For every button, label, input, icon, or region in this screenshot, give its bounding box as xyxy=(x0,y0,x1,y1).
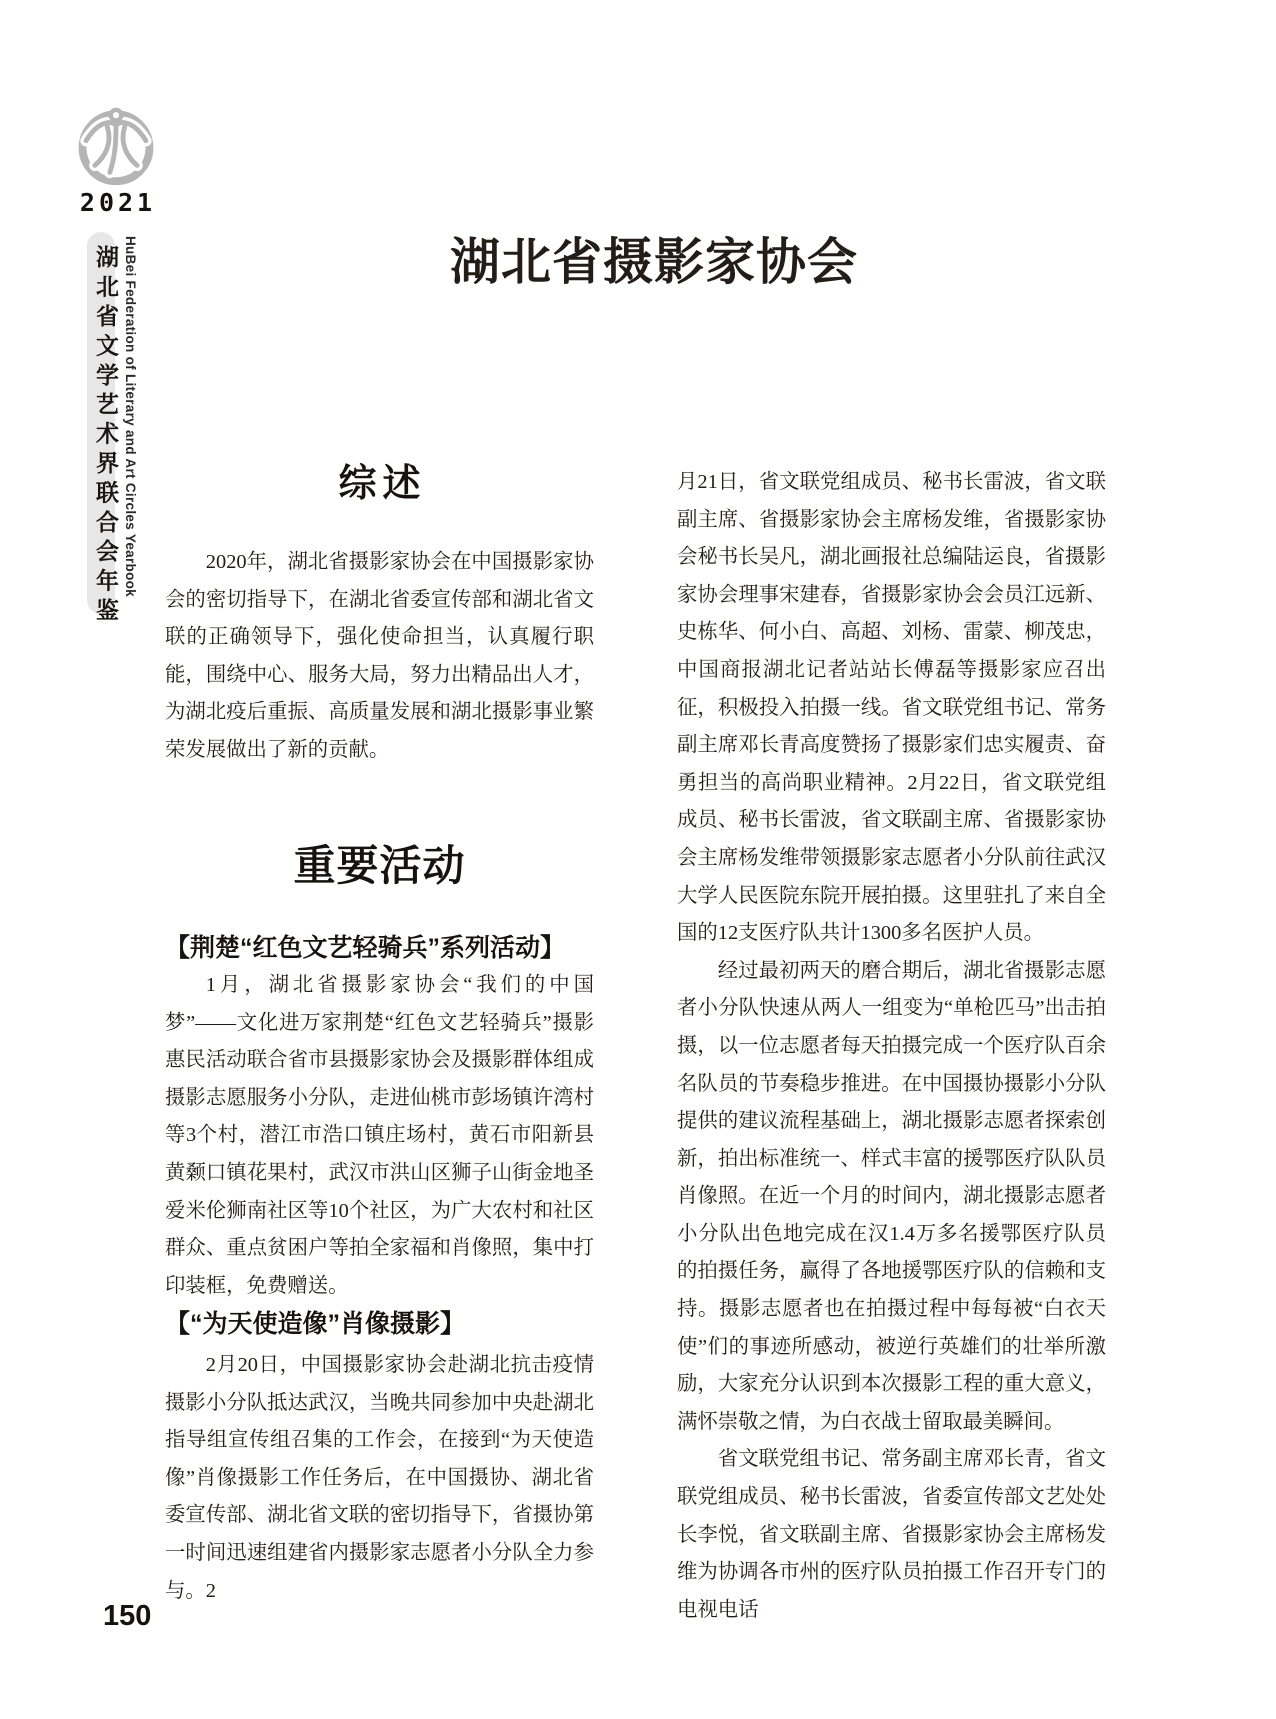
right-column xyxy=(677,464,1106,1629)
activity-1-title: 【荆楚“红色文艺轻骑兵”系列活动】 xyxy=(165,934,566,962)
paragraph: 省文联党组书记、常务副主席邓长青，省文联党组成员、秘书长雷波，省委宣传部文艺处处长李悦，省文联副主席、省摄影家协会主席杨发维为协调各市州的医疗队员拍摄工作召开专门的电视电话 xyxy=(677,1448,1106,1621)
paragraph: 2020年，湖北省摄影家协会在中国摄影家协会的密切指导下，在湖北省委宣传部和湖北省文联的正确领导下，强化使命担当，认真履行职能，围绕中心、服务大局，努力出精品出人才，为湖北疫后重振、高质量发展和湖北摄影事业繁荣发展做出了新的贡献。 xyxy=(165,551,594,761)
paragraph: 经过最初两天的磨合期后，湖北省摄影志愿者小分队快速从两人一组变为“单枪匹马”出击拍摄，以一位志愿者每天拍摄完成一个医疗队百余名队员的节奏稳步推进。在中国摄协摄影小分队提供的建议流程基础上，湖北摄影志愿者探索创新，拍出标准统一、样式丰富的援鄂医疗队队员肖像照。在近一个月的时间内，湖北摄影志愿者小分队出色地完成在汉1.4万多名援鄂医疗队员的拍摄任务，赢得了各地援鄂医疗队的信赖和支持。摄影志愿者也在拍摄过程中每每被“白衣天使”们的事迹所感动，被逆行英雄们的壮举所激励，大家充分认识到本次摄影工程的重大意义，满怀崇敬之情，为白衣战士留取最美瞬间。 xyxy=(677,959,1106,1433)
federation-logo-icon xyxy=(72,102,160,190)
book-title-vertical: 湖北省文学艺术界联合会年鉴 xyxy=(93,245,118,628)
overview-heading: 综述 xyxy=(338,463,427,505)
book-title-english-vertical: HuBei Federation of Literary and Art Circles Yearbook xyxy=(123,236,138,597)
activity-1-paragraph xyxy=(165,967,594,1305)
activity-2-title: 【“为天使造像”肖像摄影】 xyxy=(165,1310,466,1338)
overview-paragraph xyxy=(165,544,594,770)
activity-2-paragraph-left-column xyxy=(165,1347,594,1610)
paragraph-continuation: 月21日，省文联党组成员、秘书长雷波，省文联副主席、省摄影家协会主席杨发维，省摄影家协会秘书长吴凡，湖北画报社总编陆运良，省摄影家协会理事宋建春，省摄影家协会会员江远新、史栋华、何小白、高超、刘杨、雷蒙、柳茂忠，中国商报湖北记者站站长傅磊等摄影家应召出征，积极投入拍摄一线。省文联党组书记、常务副主席邓长青高度赞扬了摄影家们忠实履责、奋勇担当的高尚职业精神。2月22日，省文联党组成员、秘书长雷波，省文联副主席、省摄影家协会主席杨发维带领摄影家志愿者小分队前往武汉大学人民医院东院开展拍摄。这里驻扎了来自全国的12支医疗队共计1300多名医护人员。 xyxy=(677,471,1106,945)
activities-heading: 重要活动 xyxy=(293,842,466,889)
article-title: 湖北省摄影家协会 xyxy=(450,234,858,290)
paragraph: 1月，湖北省摄影家协会“我们的中国梦”——文化进万家荆楚“红色文艺轻骑兵”摄影惠民活动联合省市县摄影家协会及摄影群体组成摄影志愿服务小分队，走进仙桃市彭场镇许湾村等3个村，潜江市浩口镇庄场村，黄石市阳新县黄颡口镇花果村，武汉市洪山区狮子山街金地圣爱米伦狮南社区等10个社区，为广大农村和社区群众、重点贫困户等拍全家福和肖像照，集中打印装框，免费赠送。 xyxy=(165,974,594,1297)
page-number: 150 xyxy=(103,1600,152,1632)
paragraph: 2月20日，中国摄影家协会赴湖北抗击疫情摄影小分队抵达武汉，当晚共同参加中央赴湖北指导组宣传组召集的工作会，在接到“为天使造像”肖像摄影工作任务后，在中国摄协、湖北省委宣传部、湖北省文联的密切指导下，省摄协第一时间迅速组建省内摄影家志愿者小分队全力参与。2 xyxy=(165,1354,594,1602)
yearbook-year-label: 2021 xyxy=(79,188,157,217)
